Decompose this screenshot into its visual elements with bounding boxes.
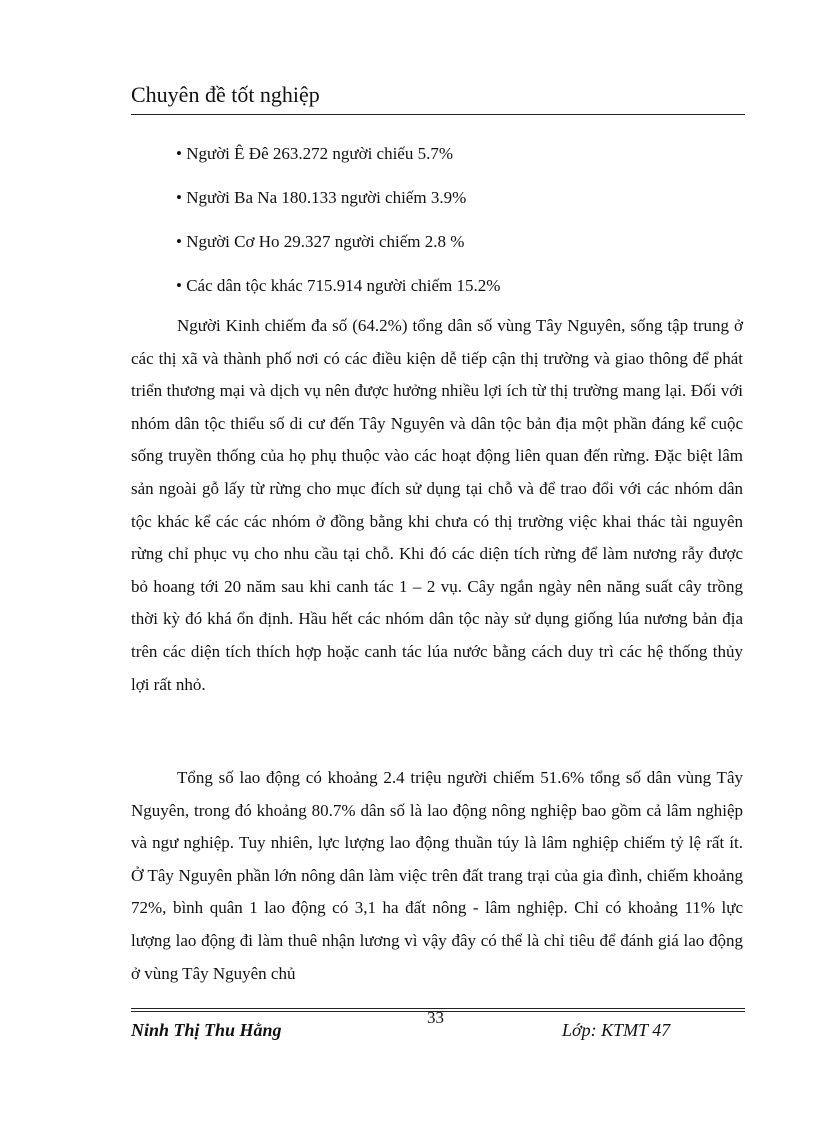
bullet-item: • Các dân tộc khác 715.914 người chiếm 15.2% <box>176 276 501 295</box>
footer-author: Ninh Thị Thu Hằng <box>131 1020 282 1040</box>
bullet-item: • Người Cơ Ho 29.327 người chiếm 2.8 % <box>176 232 465 251</box>
page-number: 33 <box>427 1008 444 1027</box>
header-title: Chuyên đề tốt nghiệp <box>131 82 320 107</box>
header-rule <box>131 114 745 115</box>
paragraph: Tổng số lao động có khoảng 2.4 triệu người chiếm 51.6% tổng số dân vùng Tây Nguyên, trong đó khoảng 80.7% dân số là lao động nông nghiệp bao gồm cả lâm nghiệp và ngư nghiệp. Tuy nhiên, lực lượng lao động thuần túy là lâm nghiệp chiếm tỷ lệ rất ít. Ở Tây Nguyên phần lớn nông dân làm việc trên đất trang trại của gia đình, chiếm khoảng 72%, bình quân 1 lao động có 3,1 ha đất nông - lâm nghiệp. Chỉ có khoảng 11% lực lượng lao động đi làm thuê nhận lương vì vậy đây có thể là chỉ tiêu để đánh giá lao động ở vùng Tây Nguyên chủ <box>131 768 743 983</box>
page-header <box>131 80 745 116</box>
bullet-list <box>176 138 736 314</box>
bullet-item: • Người Ê Đê 263.272 người chiếu 5.7% <box>176 144 454 163</box>
footer-class: Lớp: KTMT 47 <box>562 1020 671 1040</box>
bullet-item: • Người Ba Na 180.133 người chiếm 3.9% <box>176 188 467 207</box>
paragraph: Người Kinh chiếm đa số (64.2%) tổng dân số vùng Tây Nguyên, sống tập trung ở các thị xã và thành phố nơi có các điều kiện dễ tiếp cận thị trường và giao thông để phát triển thương mại và dịch vụ nên được hưởng nhiều lợi ích từ thị trường mang lại. Đối với nhóm dân tộc thiểu số di cư đến Tây Nguyên và dân tộc bản địa một phần đáng kể cuộc sống truyền thống của họ phụ thuộc vào các hoạt động liên quan đến rừng. Đặc biệt lâm sản ngoài gỗ lấy từ rừng cho mục đích sử dụng tại chỗ và để trao đổi với các nhóm dân tộc khác kể các các nhóm ở đồng bằng khi chưa có thị trường việc khai thác tài nguyên rừng chỉ phục vụ cho nhu cầu tại chỗ. Khi đó các diện tích rừng để làm nương rẫy được bỏ hoang tới 20 năm sau khi canh tác 1 – 2 vụ. Cây ngắn ngày nên năng suất cây trồng thời kỳ đó khá ổn định. Hầu hết các nhóm dân tộc này sử dụng giống lúa nương bản địa trên các diện tích thích hợp hoặc canh tác lúa nước bằng cách duy trì các hệ thống thủy lợi rất nhỏ. <box>131 316 743 694</box>
